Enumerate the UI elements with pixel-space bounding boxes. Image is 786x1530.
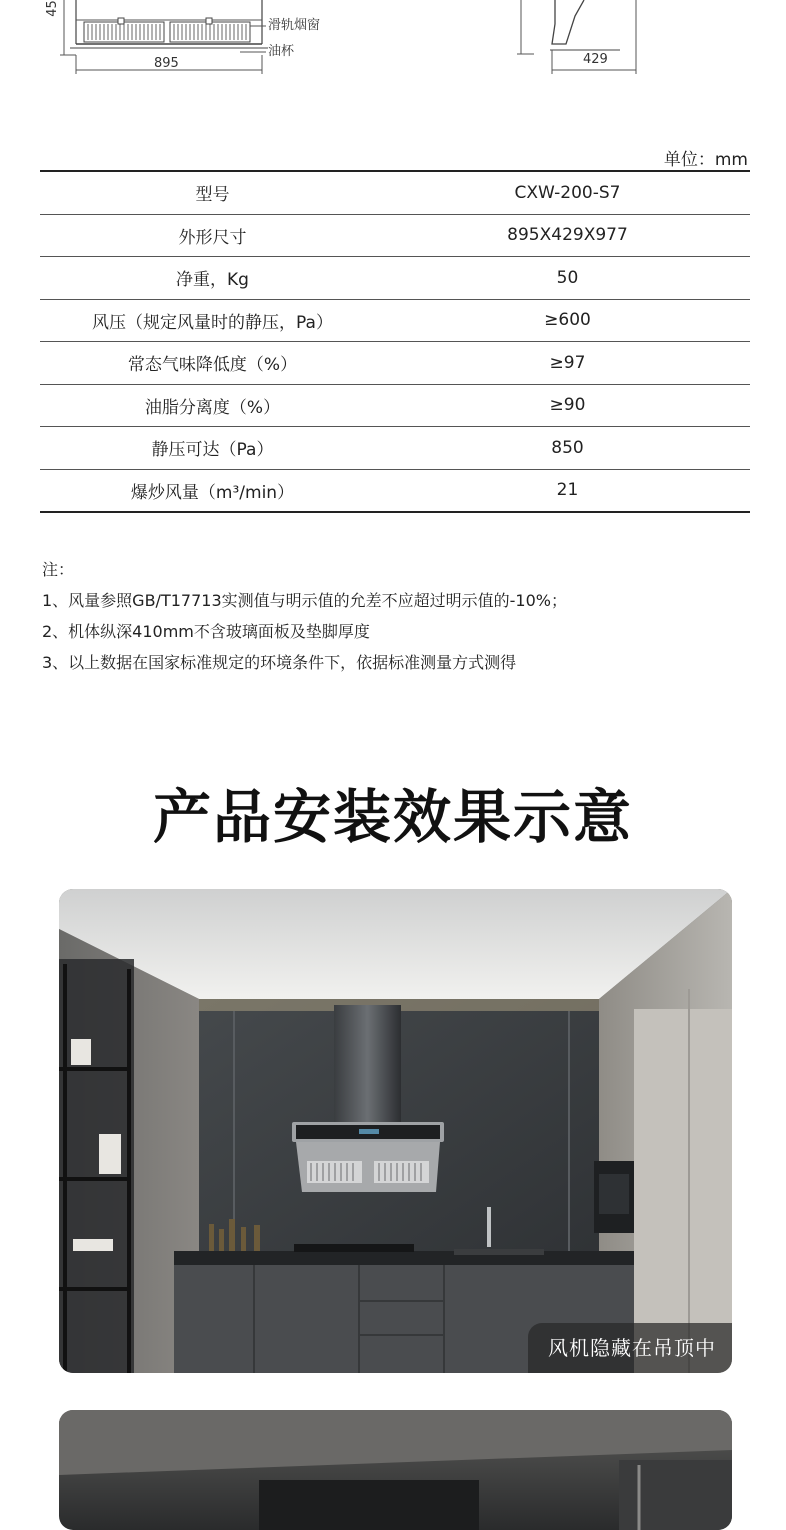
label-sliding-window: 滑轨烟窗 xyxy=(268,18,321,33)
spec-table xyxy=(40,170,750,513)
dark-kitchen-illustration xyxy=(59,1410,732,1530)
note-item: 1、风量参照GB/T17713实测值与明示值的允差不应超过明示值的-10%； xyxy=(42,591,567,610)
spec-label: 油脂分离度（%） xyxy=(40,384,385,427)
spec-value: ≥90 xyxy=(385,384,750,427)
label-oil-cup: 油杯 xyxy=(268,44,295,59)
spec-value: 50 xyxy=(385,257,750,300)
spec-label: 常态气味降低度（%） xyxy=(40,342,385,385)
table-row xyxy=(40,299,750,342)
spec-label: 型号 xyxy=(40,171,385,214)
spec-value: CXW-200-S7 xyxy=(385,171,750,214)
notes-title: 注： xyxy=(42,560,75,579)
unit-label: 单位：mm xyxy=(663,150,748,170)
spec-value: 21 xyxy=(556,480,579,501)
spec-value: 895X429X977 xyxy=(385,214,750,257)
section-heading: 产品安装效果示意 xyxy=(152,783,633,851)
note-item: 2、机体纵深410mm不含玻璃面板及垫脚厚度 xyxy=(42,622,370,641)
spec-value: ≥97 xyxy=(385,342,750,385)
photo-caption: 风机隐藏在吊顶中 xyxy=(528,1323,732,1373)
dimension-drawing xyxy=(0,0,786,80)
spec-value: 850 xyxy=(385,427,750,470)
hood-dimension-lines xyxy=(0,0,786,80)
spec-label: 静压可达（Pa） xyxy=(40,427,385,470)
spec-value: ≥600 xyxy=(385,299,750,342)
table-row xyxy=(40,171,750,214)
height-dimension-label: 45 xyxy=(44,0,60,17)
table-row xyxy=(40,342,750,385)
table-row xyxy=(40,257,750,300)
installation-photo xyxy=(59,889,732,1373)
table-row xyxy=(40,469,750,512)
notes-section xyxy=(42,560,567,684)
spec-label: 外形尺寸 xyxy=(40,214,385,257)
depth-dimension-label: 429 xyxy=(583,52,608,67)
second-installation-photo xyxy=(59,1410,732,1530)
spec-label: 爆炒风量（m³/min） xyxy=(130,482,295,503)
table-row xyxy=(40,384,750,427)
width-dimension-label: 895 xyxy=(154,56,179,71)
table-row xyxy=(40,214,750,257)
spec-label: 净重，Kg xyxy=(40,257,385,300)
note-item: 3、以上数据在国家标准规定的环境条件下，依据标准测量方式测得 xyxy=(42,653,517,672)
table-row xyxy=(40,427,750,470)
kitchen-illustration xyxy=(59,889,732,1373)
spec-label: 风压（规定风量时的静压，Pa） xyxy=(40,299,385,342)
